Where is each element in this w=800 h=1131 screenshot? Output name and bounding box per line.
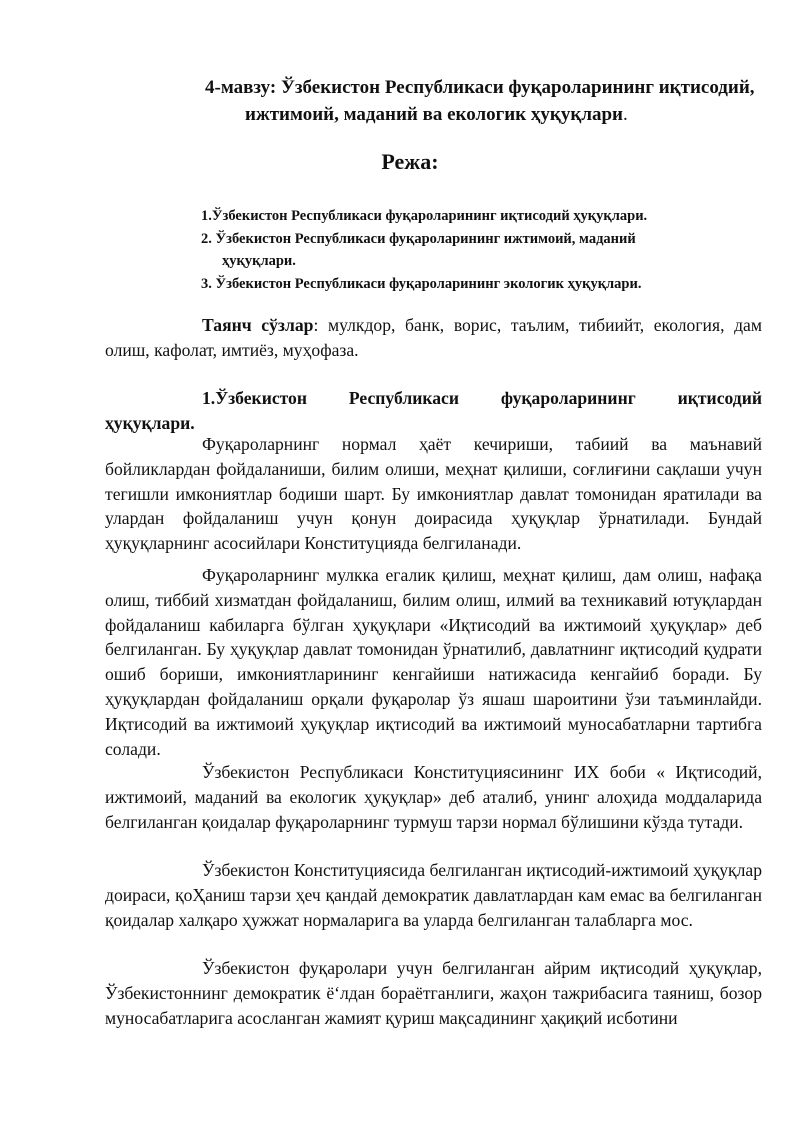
paragraph-text: Фуқароларнинг нормал ҳаёт кечириши, табиий ва маънавий бойликлардан фойдаланиши, билим олиши, меҳнат қилиши, соғлиғини сақлаши учун тегишли имкониятлар бодиши шарт. Бу имкониятлар давлат томонидан яратилади ва улардан фойдаланиш учун қонун доирасида ҳуқуқлар ўрнатилади. Бундай ҳуқуқларнинг асосийлари Конституцияда белгиланади. [105, 434, 762, 554]
keywords-paragraph [105, 313, 762, 363]
paragraph-text: Ўзбекистон фуқаролари учун белгиланган айрим иқтисодий ҳуқуқлар, Ўзбекистоннинг демократик ёʻлдан бораётганлиги, жаҳон тажрибасига таяниш, бозор муносабатларига асосланган жамият қуриш мақсадининг ҳақиқий исботини [105, 958, 762, 1028]
body-paragraph [105, 956, 762, 1030]
plan-item-2-continuation: ҳуқуқлари. [222, 253, 296, 269]
section-heading-word: Республикаси [348, 388, 459, 408]
body-paragraph [105, 563, 762, 761]
topic-title [150, 74, 790, 128]
body-paragraph [105, 760, 762, 834]
section-heading-word: фуқароларининг [500, 388, 636, 408]
keywords-label: Таянч сўзлар [202, 315, 314, 335]
plan-heading: Режа: [381, 149, 439, 174]
section-heading-line2: ҳуқуқлари. [105, 412, 195, 433]
paragraph-text: Фуқароларнинг мулкка егалик қилиш, меҳнат қилиш, дам олиш, нафақа олиш, тиббий хизматдан фойдаланиш, билим олиш, илмий ва техникавий ютуқлардан фойдаланиш кабиларга бўлган ҳуқуқлари «Иқтисодий ва ижтимоий ҳуқуқлар» деб белгиланган. Бу ҳуқуқлар давлат томонидан ўрнатилиб, давлатнинг иқтисодий қудрати ошиб бориши, имкониятларининг кенгайиши натижасида кенгайиб боради. Бу ҳуқуқлардан фойдаланиш орқали фуқаролар ўз яшаш шароитини ўзи таъминлайди. Иқтисодий ва ижтимоий ҳуқуқлар иқтисодий ва ижтимоий муносабатларни тартибга солади. [105, 565, 762, 759]
section-heading-line1 [105, 386, 762, 411]
plan-list [201, 205, 761, 295]
section-heading-word: иқтисодий [677, 388, 762, 408]
keywords-text: : мулкдор, банк, ворис, таълим, тибиийт, екология, дам олиш, кафолат, имтиёз, муҳофаза. [105, 315, 763, 360]
plan-item-1 [201, 205, 761, 228]
body-paragraph [105, 858, 762, 932]
section-heading-word: 1.Ўзбекистон [202, 388, 307, 408]
plan-item-3 [201, 273, 761, 296]
plan-item-1-text: 1.Ўзбекистон Республикаси фуқароларининг иқтисодий ҳуқуқлари. [201, 208, 648, 224]
plan-item-2-text: 2. Ўзбекистон Республикаси фуқароларининг ижтимоий, маданий [201, 230, 636, 247]
topic-title-line1: 4-мавзу: Ўзбекистон Республикаси фуқароларининг иқтисодий, [205, 77, 755, 98]
paragraph-text: Ўзбекистон Конституциясида белгиланган иқтисодий-ижтимоий ҳуқуқлар доираси, қоҲаниш тарзи ҳеч қандай демократик давлатлардан кам емас ва белгиланган қоидалар халқаро ҳужжат нормаларига ва уларда белгиланган талабларга мос. [105, 860, 762, 930]
plan-item-2 [201, 228, 761, 273]
paragraph-text: Ўзбекистон Республикаси Конституциясининг ИХ боби « Иқтисодий, ижтимоий, маданий ва екологик ҳуқуқлар» деб аталиб, унинг алоҳида моддаларида белгиланган қоидалар фуқароларнинг турмуш тарзи нормал бўлишини кўзда тутади. [105, 762, 762, 832]
topic-title-period: . [623, 104, 628, 125]
plan-item-3-text: 3. Ўзбекистон Республикаси фуқароларининг экологик ҳуқуқлари. [201, 275, 642, 292]
topic-title-line2-text: ижтимоий, маданий ва екологик ҳуқуқлари [245, 104, 623, 125]
topic-title-line2 [150, 101, 790, 128]
section-heading [105, 386, 762, 436]
body-paragraph [105, 432, 762, 556]
